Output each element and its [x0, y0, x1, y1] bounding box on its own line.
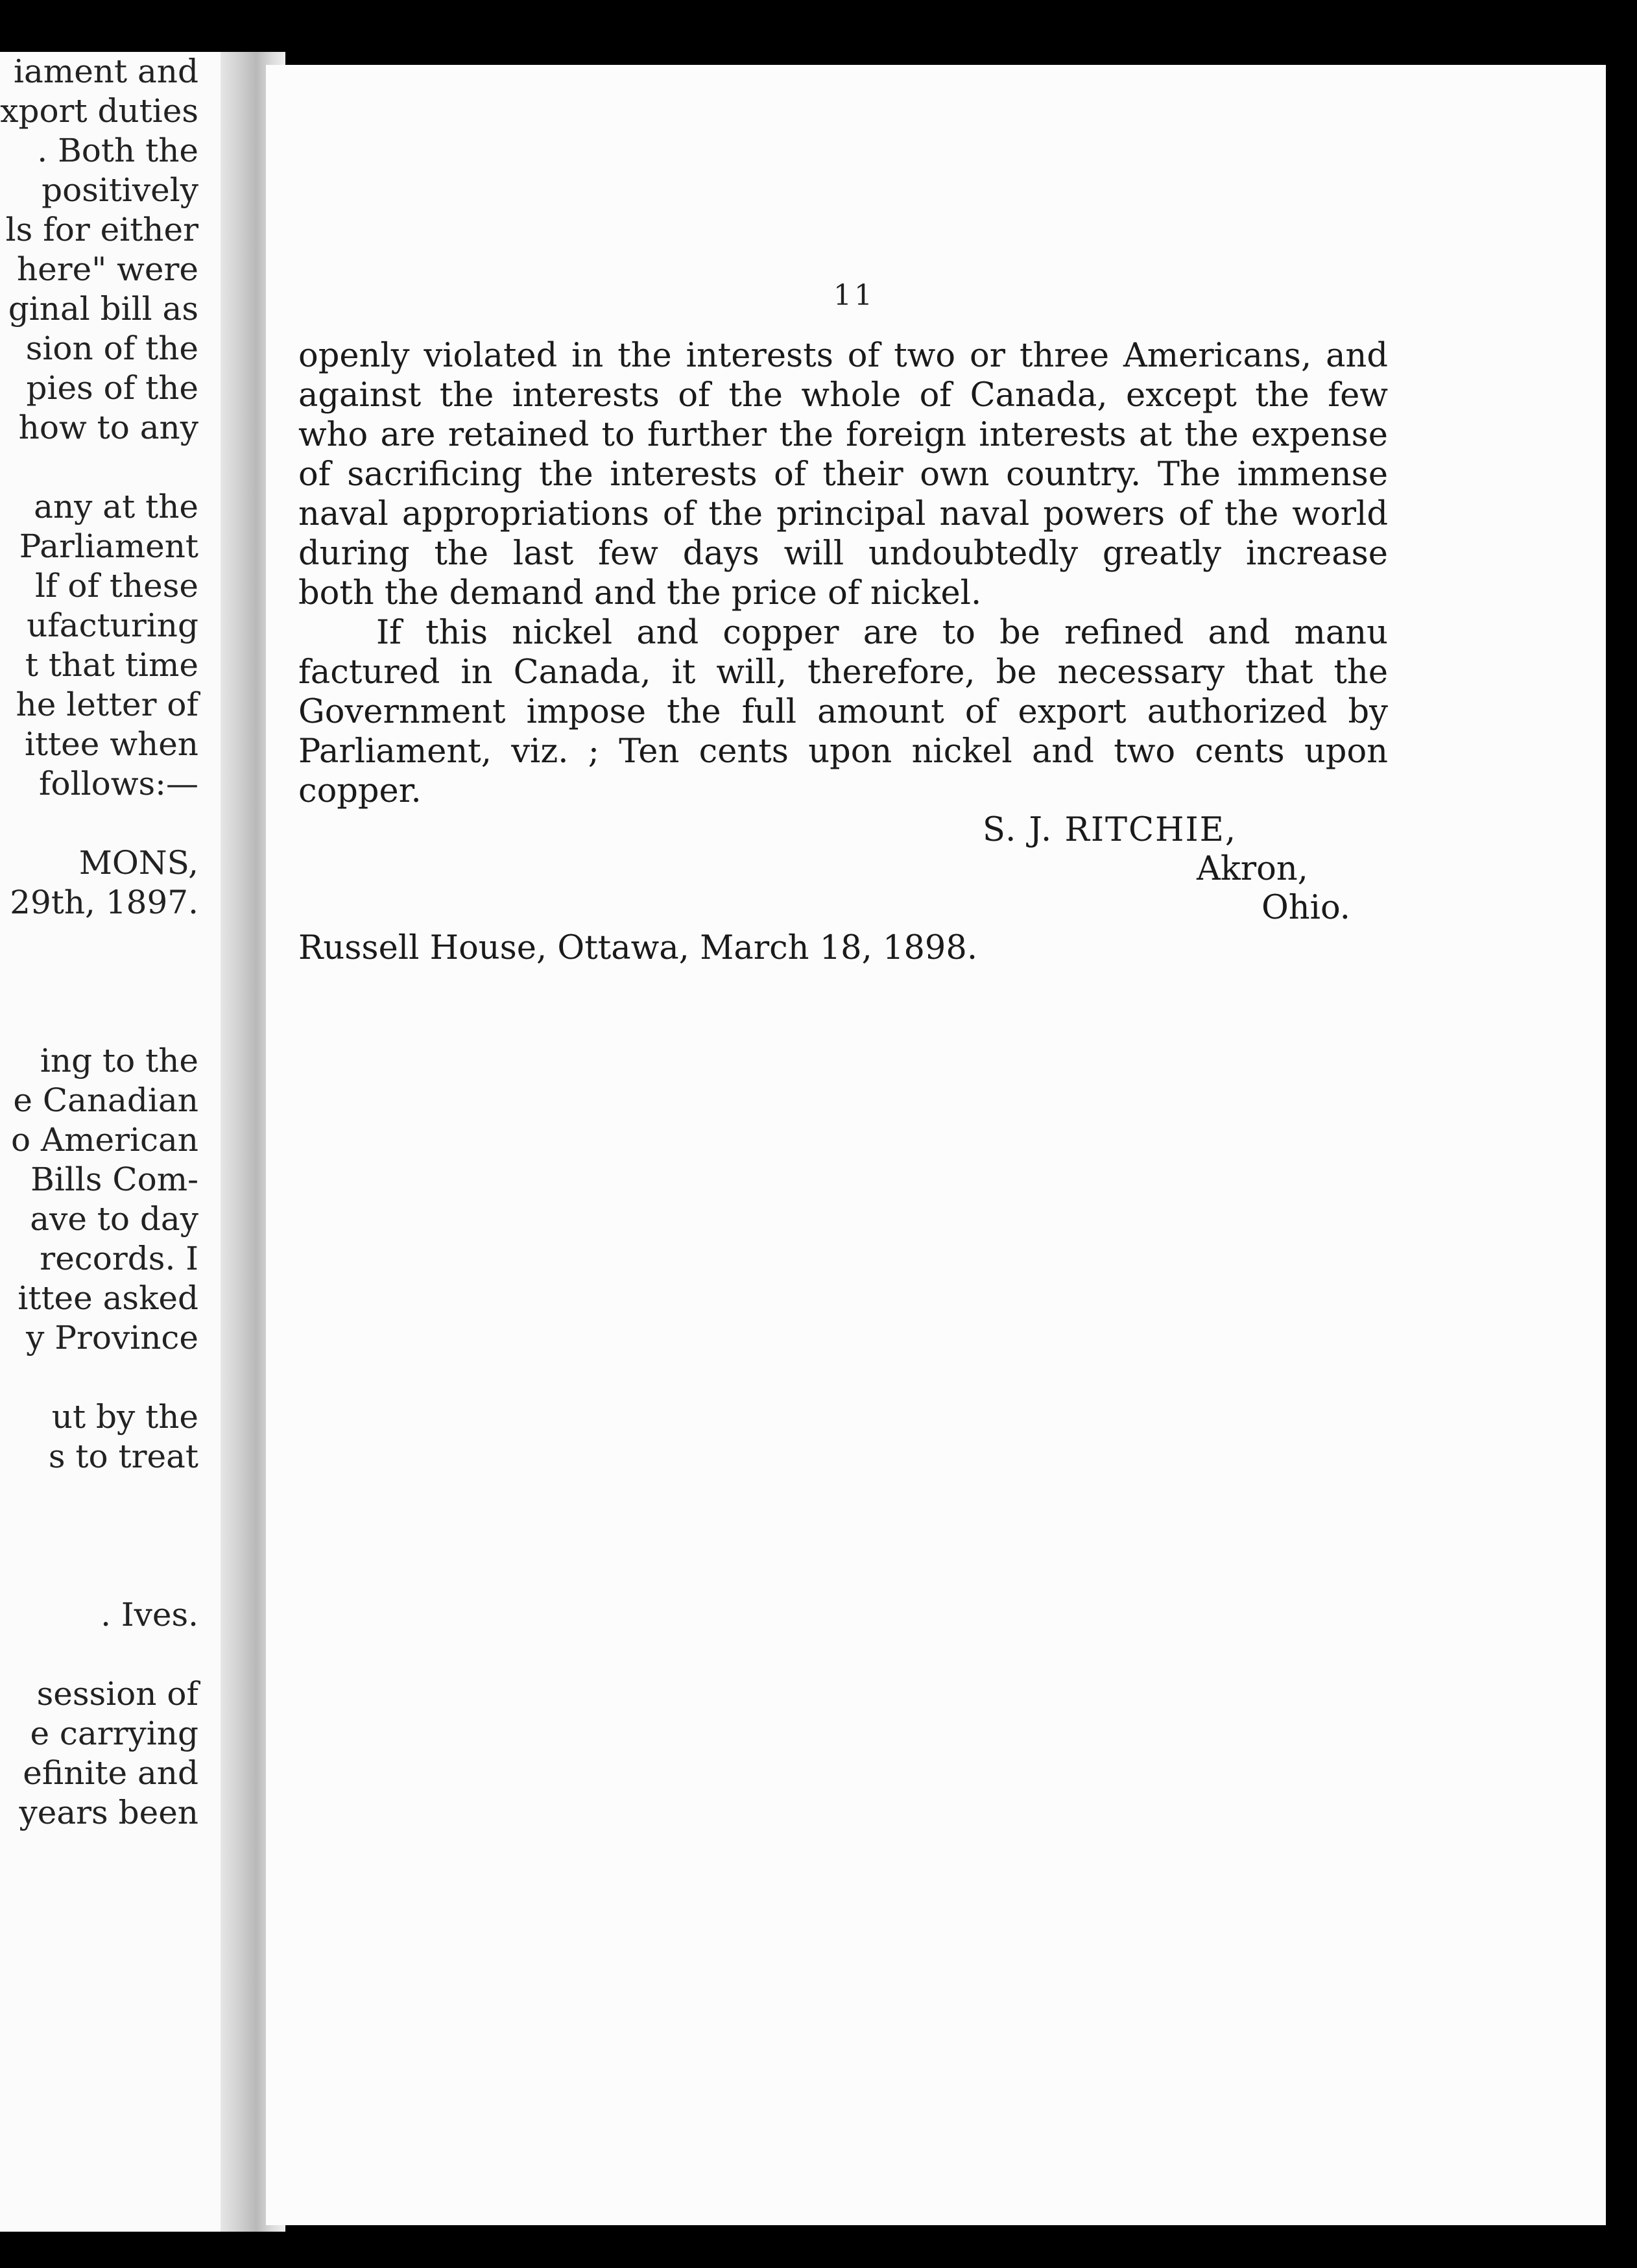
- facing-page-line: [0, 923, 198, 962]
- facing-page-line: Bills Com-: [30, 1161, 198, 1198]
- signature-city: Akron,: [1197, 850, 1308, 888]
- facing-page-fragment: [0, 52, 227, 2232]
- dateline: Russell House, Ottawa, March 18, 1898.: [298, 929, 978, 967]
- facing-page-line: years been: [19, 1794, 198, 1831]
- facing-page-line: [0, 804, 198, 843]
- facing-page-line: pies of the: [26, 369, 198, 407]
- text-line: both the demand and the price of nickel.: [298, 574, 982, 612]
- facing-page-line: e Canadian: [13, 1081, 198, 1119]
- facing-page-line: [0, 1556, 198, 1595]
- facing-page-line: o American: [10, 1121, 198, 1159]
- facing-page-text: [0, 52, 198, 1833]
- facing-page-line: records. I: [40, 1240, 198, 1277]
- facing-page-line: [0, 1516, 198, 1556]
- facing-page-line: e carrying: [30, 1715, 198, 1752]
- paragraph-start-line: If this nickel and copper are to be refined and manu: [376, 614, 1388, 652]
- text-line: of sacrificing the interests of their own country. The immense: [298, 455, 1388, 494]
- facing-page-line: lf of these: [34, 567, 198, 605]
- facing-page-line: [0, 962, 198, 1002]
- signature-name: S. J. RITCHIE,: [983, 811, 1237, 849]
- page-number: 11: [833, 279, 875, 312]
- facing-page-line: ing to the: [40, 1042, 198, 1080]
- text-line: during the last few days will undoubtedly greatly increase: [298, 535, 1388, 573]
- facing-page-line: . Both the: [37, 132, 198, 169]
- facing-page-line: [0, 1635, 198, 1674]
- facing-page-line: how to any: [18, 409, 198, 446]
- facing-page-line: 29th, 1897.: [10, 884, 198, 921]
- facing-page-line: . Ives.: [101, 1596, 198, 1634]
- text-line: naval appropriations of the principal naval powers of the world: [298, 495, 1388, 533]
- facing-page-line: s to treat: [48, 1438, 198, 1475]
- text-line: factured in Canada, it will, therefore, be necessary that the: [298, 653, 1388, 692]
- facing-page-line: sion of the: [25, 330, 198, 367]
- text-line: copper.: [298, 772, 422, 810]
- facing-page-line: ufacturing: [27, 607, 198, 644]
- facing-page-line: efinite and: [23, 1754, 198, 1792]
- facing-page-line: [0, 448, 198, 487]
- facing-page-line: any at the: [34, 488, 198, 525]
- facing-page-line: xport duties: [0, 92, 198, 130]
- body-text: [298, 336, 1388, 811]
- facing-page-line: positively: [42, 171, 198, 209]
- facing-page-line: here" were: [16, 250, 198, 288]
- facing-page-line: t that time: [25, 646, 198, 684]
- text-line: Government impose the full amount of export authorized by: [298, 693, 1388, 731]
- facing-page-line: he letter of: [16, 686, 198, 723]
- facing-page-line: ginal bill as: [8, 290, 198, 328]
- text-line: Parliament, viz. ; Ten cents upon nickel and two cents upon: [298, 732, 1388, 771]
- text-line: openly violated in the interests of two or three Americans, and: [298, 337, 1388, 375]
- facing-page-line: [0, 1358, 198, 1397]
- facing-page-line: [0, 1002, 198, 1041]
- signature-state: Ohio.: [1261, 889, 1350, 927]
- facing-page-line: session of: [36, 1675, 198, 1713]
- facing-page-line: ave to day: [30, 1200, 198, 1238]
- facing-page-line: Parliament: [19, 527, 198, 565]
- text-line: against the interests of the whole of Canada, except the few: [298, 376, 1388, 415]
- facing-page-line: iament and: [13, 53, 198, 90]
- text-line: who are retained to further the foreign interests at the expense: [298, 416, 1388, 454]
- facing-page-line: ittee asked: [18, 1279, 198, 1317]
- facing-page-line: y Province: [26, 1319, 198, 1357]
- facing-page-line: MONS,: [78, 844, 198, 882]
- facing-page-line: ut by the: [51, 1398, 198, 1436]
- facing-page-line: ls for either: [5, 211, 198, 248]
- facing-page-line: follows:—: [39, 765, 198, 802]
- facing-page-line: ittee when: [24, 725, 198, 763]
- facing-page-line: [0, 1477, 198, 1516]
